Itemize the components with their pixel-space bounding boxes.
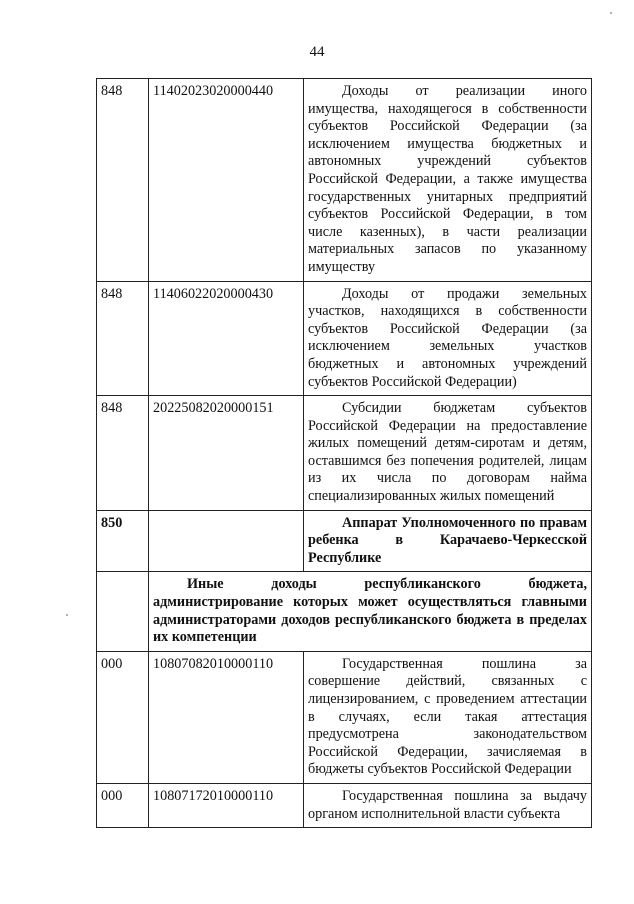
admin-code-cell: 850 <box>97 510 149 572</box>
page-number: 44 <box>309 44 325 60</box>
admin-code-cell: 848 <box>97 281 149 396</box>
table-row <box>97 510 592 572</box>
scan-speck <box>66 614 68 616</box>
revenue-table <box>96 78 592 828</box>
revenue-name-cell: Государственная пошлина за совершение действий, связанных с лицензированием, с проведением аттестации в случаях, если такая аттестация предусмотрена законодательством Российской Федерации, зачисляемая в бюджеты субъектов Российской Федерации <box>304 651 592 783</box>
revenue-name-cell: Доходы от реализации иного имущества, находящегося в собственности субъектов Российской Федерации (за исключением имущества бюджетных и автономных учреждений субъектов Российской Федерации, а также имущества государственных унитарных предприятий субъектов Российской Федерации, в том числе казенных), в части реализации материальных запасов по указанному имуществу <box>304 79 592 282</box>
kbk-code-cell: 11402023020000440 <box>149 79 304 282</box>
table-row <box>97 651 592 783</box>
section-row <box>97 572 592 651</box>
table-row <box>97 281 592 396</box>
table-row <box>97 79 592 282</box>
revenue-name-cell: Аппарат Уполномоченного по правам ребенка в Карачаево-Черкесской Республике <box>304 510 592 572</box>
table-row <box>97 396 592 511</box>
revenue-name-cell: Субсидии бюджетам субъектов Российской Федерации на предоставление жилых помещений детям-сиротам и детям, оставшимся без попечения родителей, лицам из их числа по договорам найма специализированных жилых помещений <box>304 396 592 511</box>
admin-code-cell: 848 <box>97 396 149 511</box>
kbk-code-cell <box>149 510 304 572</box>
scan-speck <box>610 12 612 14</box>
section-heading: Иные доходы республиканского бюджета, администрирование которых может осуществляться главными администраторами доходов республиканского бюджета в пределах их компетенции <box>149 572 592 651</box>
kbk-code-cell: 10807172010000110 <box>149 783 304 827</box>
kbk-code-cell: 11406022020000430 <box>149 281 304 396</box>
admin-code-cell: 848 <box>97 79 149 282</box>
revenue-name-cell: Доходы от продажи земельных участков, находящихся в собственности субъектов Российской Федерации (за исключением земельных участков бюджетных и автономных учреждений субъектов Российской Федерации) <box>304 281 592 396</box>
revenue-name-cell: Государственная пошлина за выдачу органом исполнительной власти субъекта <box>304 783 592 827</box>
kbk-code-cell: 10807082010000110 <box>149 651 304 783</box>
empty-cell <box>97 572 149 651</box>
table-body <box>97 79 592 828</box>
table-row <box>97 783 592 827</box>
admin-code-cell: 000 <box>97 783 149 827</box>
admin-code-cell: 000 <box>97 651 149 783</box>
kbk-code-cell: 20225082020000151 <box>149 396 304 511</box>
